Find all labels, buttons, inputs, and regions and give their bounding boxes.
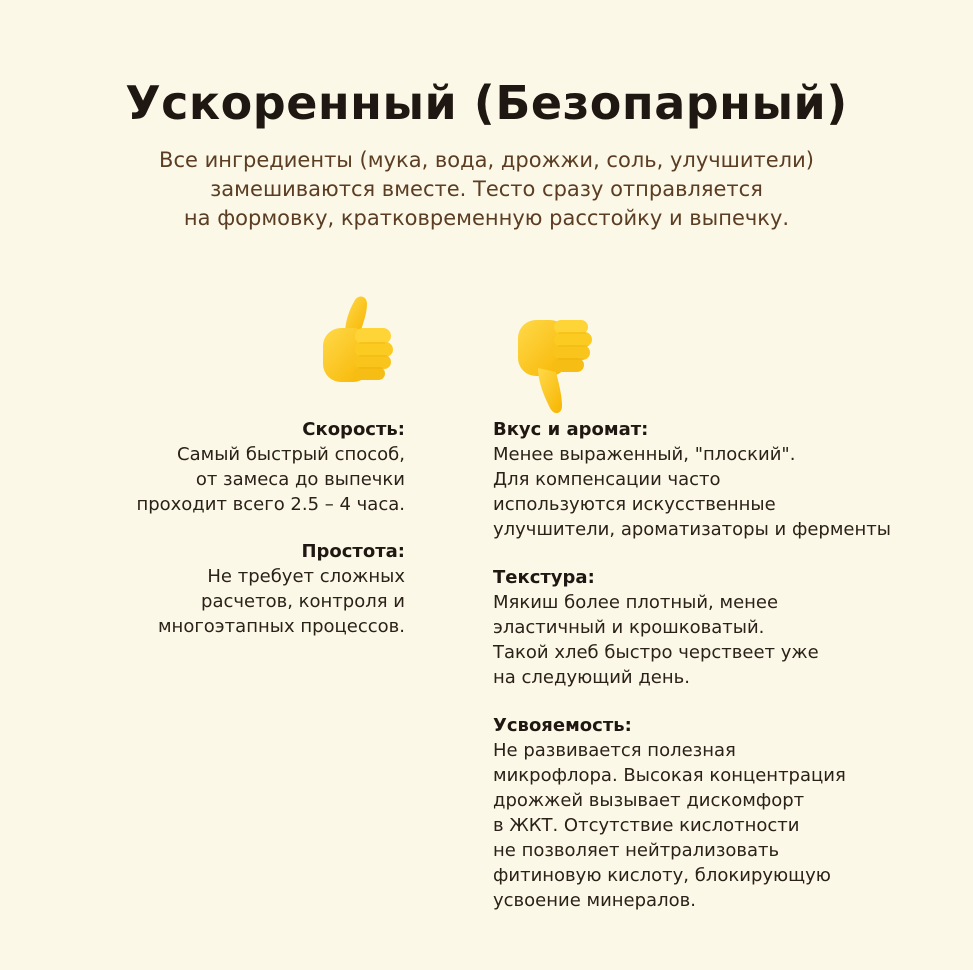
cons-item-digestibility bbox=[493, 713, 963, 913]
pros-item-speed bbox=[75, 417, 405, 517]
pros-text-line: многоэтапных процессов. bbox=[157, 616, 405, 637]
cons-heading: Усвояемость: bbox=[493, 715, 632, 736]
pros-heading: Скорость: bbox=[302, 419, 405, 440]
pros-item-simplicity bbox=[75, 539, 405, 639]
cons-heading: Текстура: bbox=[493, 567, 595, 588]
subtitle-line: Все ингредиенты (мука, вода, дрожжи, соль, улучшители) bbox=[159, 148, 814, 172]
cons-text-line: используются искусственные bbox=[493, 494, 776, 515]
cons-text-line: фитиновую кислоту, блокирующую bbox=[493, 865, 831, 886]
cons-item-taste bbox=[493, 417, 963, 542]
pros-text-line: от замеса до выпечки bbox=[195, 469, 405, 490]
cons-text-line: микрофлора. Высокая концентрация bbox=[493, 765, 846, 786]
subtitle-line: на формовку, кратковременную расстойку и выпечку. bbox=[183, 206, 790, 230]
cons-heading: Вкус и аромат: bbox=[493, 419, 649, 440]
cons-text-line: в ЖКТ. Отсутствие кислотности bbox=[493, 815, 800, 836]
cons-text-line: эластичный и крошковатый. bbox=[493, 617, 765, 638]
cons-text-line: Для компенсации часто bbox=[493, 469, 721, 490]
cons-text-line: не позволяет нейтрализовать bbox=[493, 840, 780, 861]
cons-item-texture bbox=[493, 565, 963, 690]
cons-text-line: на следующий день. bbox=[493, 667, 690, 688]
cons-text-line: Такой хлеб быстро черствеет уже bbox=[493, 642, 819, 663]
pros-text-line: Не требует сложных bbox=[207, 566, 405, 587]
subtitle-line: замешиваются вместе. Тесто сразу отправляется bbox=[210, 177, 763, 201]
cons-text-line: Менее выраженный, "плоский". bbox=[493, 444, 796, 465]
cons-column bbox=[493, 417, 963, 936]
cons-text-line: Мякиш более плотный, менее bbox=[493, 592, 779, 613]
subtitle bbox=[60, 146, 913, 233]
pros-text-line: расчетов, контроля и bbox=[201, 591, 405, 612]
cons-text-line: улучшители, ароматизаторы и ферменты bbox=[493, 519, 891, 540]
cons-text-line: усвоение минералов. bbox=[493, 890, 696, 911]
pros-text-line: Самый быстрый способ, bbox=[177, 444, 405, 465]
pros-text-line: проходит всего 2.5 – 4 часа. bbox=[136, 494, 405, 515]
thumbs-down-icon bbox=[516, 318, 596, 418]
thumbs-up-icon bbox=[315, 294, 395, 394]
page-title: Ускоренный (Безопарный) bbox=[125, 76, 848, 130]
cons-text-line: дрожжей вызывает дискомфорт bbox=[493, 790, 805, 811]
cons-text-line: Не развивается полезная bbox=[493, 740, 736, 761]
pros-column bbox=[75, 417, 405, 661]
pros-heading: Простота: bbox=[301, 541, 405, 562]
